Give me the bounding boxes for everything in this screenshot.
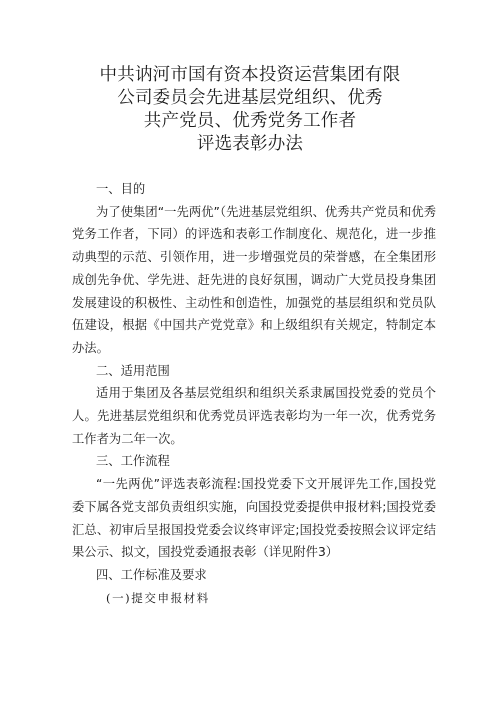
section-paragraph-workflow: “一先两优”评选表彰流程:国投党委下文开展评先工作,国投党委下属各党支部负责组织实施，向国投党委提供申报材料;国投党委汇总、初审后呈报国投党委会议终审评定;国投党委按照会议评定结果公示、拟文，国投党委通报表彰（详见附件3） <box>72 477 436 560</box>
title-line: 共产党员、优秀党务工作者 <box>143 111 357 131</box>
document-title <box>60 64 440 156</box>
subsection-heading: (一)提交申报材料 <box>106 590 210 605</box>
section-heading-workflow: 三、工作流程 <box>96 454 170 469</box>
section-paragraph-purpose: 为了使集团“一先两优”（先进基层党组织、优秀共产党员和优秀党务工作者，下同）的评选和表彰工作制度化、规范化，进一步推动典型的示范、引领作用，进一步增强党员的荣誉感，在全集团形成创先争优、学先进、赶先进的良好氛围，调动广大党员投身集团发展建设的积极性、主动性和创造性，加强党的基层组织和党员队伍建设，根据《中国共产党党章》和上级组织有关规定，特制定本办法。 <box>72 204 436 355</box>
title-line: 评选表彰办法 <box>196 134 304 154</box>
section-paragraph-scope: 适用于集团及各基层党组织和组织关系隶属国投党委的党员个人。先进基层党组织和优秀党员评选表彰均为一年一次，优秀党务工作者为二年一次。 <box>72 386 436 446</box>
title-line: 公司委员会先进基层党组织、优秀 <box>117 88 383 108</box>
title-line: 中共讷河市国有资本投资运营集团有限 <box>99 65 401 85</box>
section-heading-scope: 二、适用范围 <box>96 363 170 378</box>
document-body <box>72 178 436 609</box>
section-heading-standards: 四、工作标准及要求 <box>96 567 207 582</box>
section-heading-purpose: 一、目的 <box>96 182 146 196</box>
